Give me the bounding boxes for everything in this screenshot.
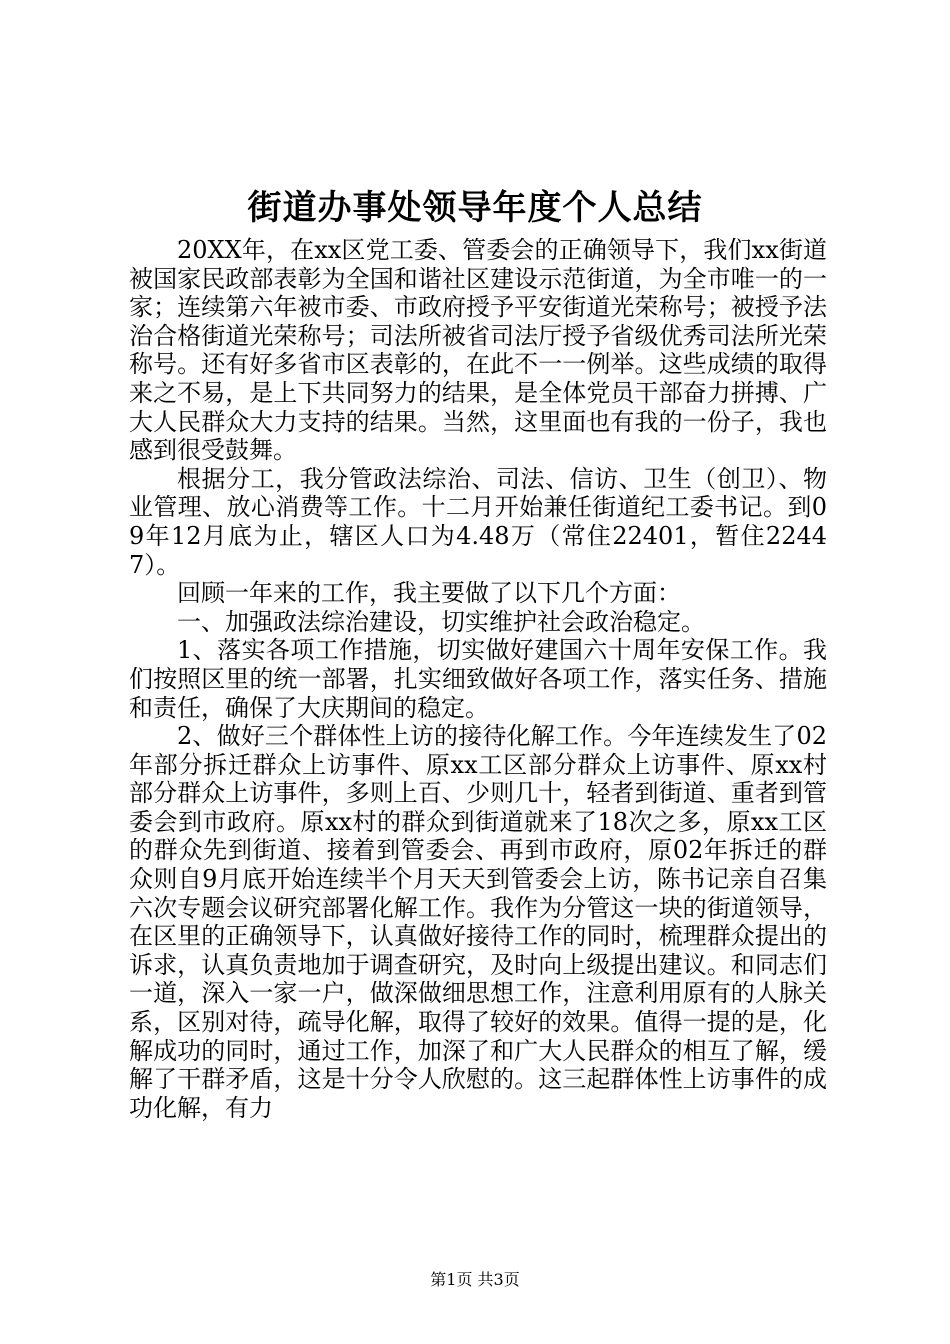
- paragraph-3: 回顾一年来的工作，我主要做了以下几个方面：: [177, 579, 681, 608]
- document-body: [129, 236, 827, 1122]
- paragraph-2: 根据分工，我分管政法综治、司法、信访、卫生（创卫）、物业管理、放心消费等工作。十二月开始兼任街道纪工委书记。到09年12月底为止，辖区人口为4.48万（常住22401，暂住22447）。: [129, 464, 827, 579]
- paragraph-6: 2、做好三个群体性上访的接待化解工作。今年连续发生了02年部分拆迁群众上访事件、原xx工区部分群众上访事件、原xx村部分群众上访事件，多则上百、少则几十，轻者到街道、重者到管委会到市政府。原xx村的群众到街道就来了18次之多，原xx工区的群众先到街道、接着到管委会、再到市政府，原02年拆迁的群众则自9月底开始连续半个月天天到管委会上访，陈书记亲自召集六次专题会议研究部署化解工作。我作为分管这一块的街道领导，在区里的正确领导下，认真做好接待工作的同时，梳理群众提出的诉求，认真负责地加于调查研究，及时向上级提出建议。和同志们一道，深入一家一户，做深做细思想工作，注意利用原有的人脉关系，区别对待，疏导化解，取得了较好的效果。值得一提的是，化解成功的同时，通过工作，加深了和广大人民群众的相互了解，缓解了干群矛盾，这是十分令人欣慰的。这三起群体性上访事件的成功化解，有力: [129, 722, 827, 1122]
- document-title: 街道办事处领导年度个人总结: [247, 188, 703, 228]
- paragraph-5: 1、落实各项工作措施，切实做好建国六十周年安保工作。我们按照区里的统一部署，扎实细致做好各项工作，落实任务、措施和责任，确保了大庆期间的稳定。: [129, 636, 827, 722]
- section-heading-1: 一、加强政法综治建设，切实维护社会政治稳定。: [177, 607, 705, 636]
- page-number: 第1页 共3页: [430, 1270, 520, 1289]
- paragraph-1: 20XX年，在xx区党工委、管委会的正确领导下，我们xx街道被国家民政部表彰为全国和谐社区建设示范街道，为全市唯一的一家；连续第六年被市委、市政府授予平安街道光荣称号；被授予法治合格街道光荣称号；司法所被省司法厅授予省级优秀司法所光荣称号。还有好多省市区表彰的，在此不一一例举。这些成绩的取得来之不易，是上下共同努力的结果，是全体党员干部奋力拼搏、广大人民群众大力支持的结果。当然，这里面也有我的一份子，我也感到很受鼓舞。: [129, 236, 827, 465]
